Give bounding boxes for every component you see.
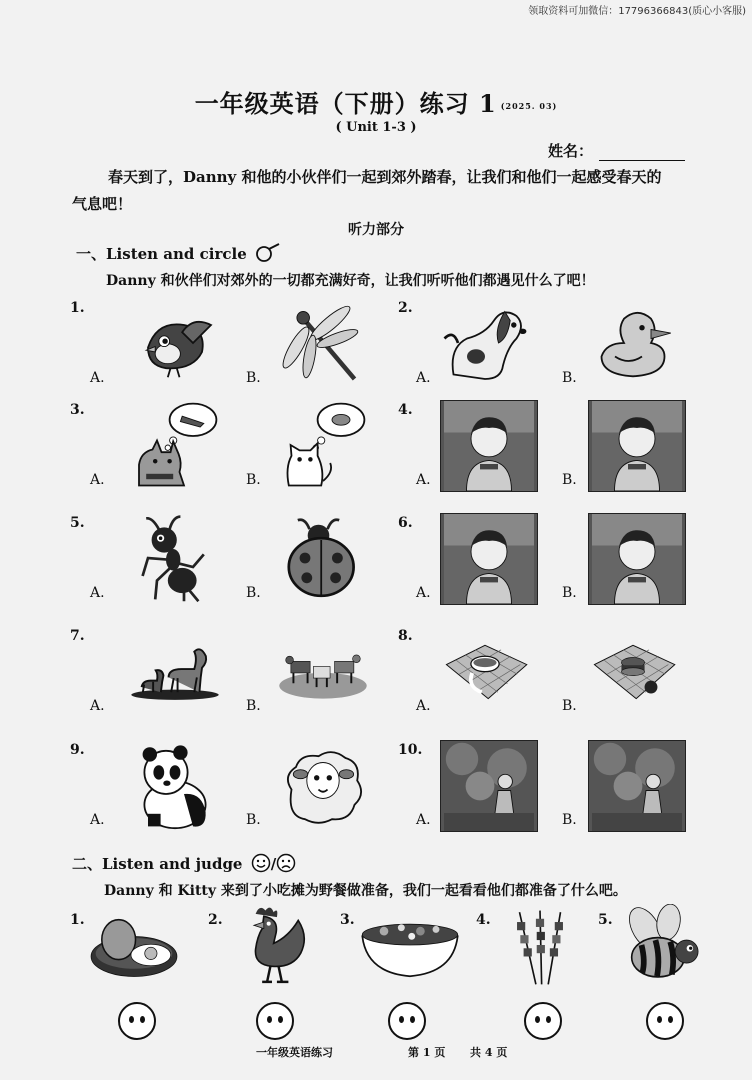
section-1-title-text: 一、Listen and circle: [76, 245, 247, 263]
bee-icon: [616, 904, 708, 986]
boy-eating-photo[interactable]: [440, 513, 538, 605]
picnic-burger-icon[interactable]: [588, 626, 678, 716]
option-b-label[interactable]: B.: [246, 812, 261, 828]
name-label: 姓名：: [548, 142, 594, 160]
section-1-desc: Danny 和伙伴们对郊外的一切都充满好奇，让我们听听他们都遇见什么了吧！: [106, 273, 595, 289]
bird-icon[interactable]: [130, 298, 220, 388]
section-2-desc: Danny 和 Kitty 来到了小吃摊为野餐做准备，我们一起看看他们都准备了什么吧。: [104, 883, 627, 899]
question-number: 4.: [398, 402, 413, 418]
kebab-icon: [494, 904, 586, 986]
judge-circle-face[interactable]: [256, 1002, 294, 1040]
judge-item-number: 3.: [340, 912, 355, 928]
question-number: 7.: [70, 628, 85, 644]
page-subtitle: ( Unit 1-3 ): [335, 120, 417, 135]
cows-icon[interactable]: [278, 626, 368, 716]
salad-icon: [358, 904, 462, 986]
question-number: 6.: [398, 515, 413, 531]
section-1-title: [76, 243, 281, 267]
option-b-label[interactable]: B.: [246, 698, 261, 714]
judge-circle-face[interactable]: [646, 1002, 684, 1040]
name-blank[interactable]: [599, 146, 685, 161]
option-a-label[interactable]: A.: [90, 585, 105, 601]
ant-icon[interactable]: [130, 513, 220, 603]
dog-icon[interactable]: [440, 298, 530, 388]
question-number: 8.: [398, 628, 413, 644]
option-b-label[interactable]: B.: [246, 585, 261, 601]
question-number: 5.: [70, 515, 85, 531]
option-a-label[interactable]: A.: [416, 370, 431, 386]
boy-sad-photo[interactable]: [440, 400, 538, 492]
egg-icon: [88, 904, 180, 986]
option-b-label[interactable]: B.: [562, 698, 577, 714]
option-a-label[interactable]: A.: [90, 812, 105, 828]
option-b-label[interactable]: B.: [562, 585, 577, 601]
judge-circle-face[interactable]: [118, 1002, 156, 1040]
magnifier-icon: [255, 243, 281, 267]
cat-thinking-fish-icon[interactable]: [278, 400, 368, 490]
footer-page: 第 1 页: [408, 1046, 446, 1059]
rooster-icon: [226, 904, 318, 986]
question-number: 3.: [70, 402, 85, 418]
option-b-label[interactable]: B.: [246, 472, 261, 488]
dog-thinking-meat-icon[interactable]: [130, 400, 220, 490]
name-field[interactable]: [548, 140, 685, 161]
section-2-title-text: 二、Listen and judge: [72, 855, 243, 873]
option-b-label[interactable]: B.: [246, 370, 261, 386]
slash-text: /: [270, 855, 277, 873]
title-date: (2025. 03): [500, 100, 558, 111]
judge-circle-face[interactable]: [388, 1002, 426, 1040]
picnic-noodles-icon[interactable]: [440, 626, 530, 716]
duck-icon[interactable]: [588, 298, 678, 388]
question-number: 10.: [398, 742, 423, 758]
option-a-label[interactable]: A.: [90, 698, 105, 714]
girl-park-bench-photo[interactable]: [440, 740, 538, 832]
listening-part-label: 听力部分: [348, 222, 404, 238]
page-title: [0, 84, 752, 119]
option-a-label[interactable]: A.: [416, 585, 431, 601]
judge-item-number: 2.: [208, 912, 223, 928]
option-a-label[interactable]: A.: [416, 812, 431, 828]
judge-circle-face[interactable]: [524, 1002, 562, 1040]
intro-line-1: 春天到了，Danny 和他的小伙伴们一起到郊外踏春，让我们和他们一起感受春天的: [108, 168, 662, 186]
intro-line-2: 气息吧！: [72, 195, 133, 213]
question-number: 9.: [70, 742, 85, 758]
watermark-text: 领取资料可加微信：17796366843(质心小客服): [528, 6, 746, 17]
panda-icon[interactable]: [130, 740, 220, 830]
intro-paragraph: [72, 164, 700, 218]
option-a-label[interactable]: A.: [416, 472, 431, 488]
option-b-label[interactable]: B.: [562, 812, 577, 828]
boy-happy-photo[interactable]: [588, 400, 686, 492]
judge-item-number: 1.: [70, 912, 85, 928]
option-a-label[interactable]: A.: [90, 370, 105, 386]
judge-item-number: 4.: [476, 912, 491, 928]
sad-face-icon: [276, 853, 296, 877]
sheep-icon[interactable]: [278, 740, 368, 830]
footer-title: 一年级英语练习: [256, 1046, 333, 1059]
boy-surprised-photo[interactable]: [588, 513, 686, 605]
dragonfly-icon[interactable]: [278, 298, 368, 388]
question-number: 1.: [70, 300, 85, 316]
happy-face-icon: [251, 853, 271, 877]
option-a-label[interactable]: A.: [90, 472, 105, 488]
section-2-title: [72, 853, 296, 877]
judge-item-number: 5.: [598, 912, 613, 928]
title-text: 一年级英语（下册）练习 1: [194, 89, 497, 118]
question-number: 2.: [398, 300, 413, 316]
option-b-label[interactable]: B.: [562, 472, 577, 488]
option-a-label[interactable]: A.: [416, 698, 431, 714]
girl-garden-photo[interactable]: [588, 740, 686, 832]
footer-total: 共 4 页: [470, 1046, 508, 1059]
option-b-label[interactable]: B.: [562, 370, 577, 386]
ladybug-icon[interactable]: [278, 513, 368, 603]
horses-icon[interactable]: [130, 626, 220, 716]
